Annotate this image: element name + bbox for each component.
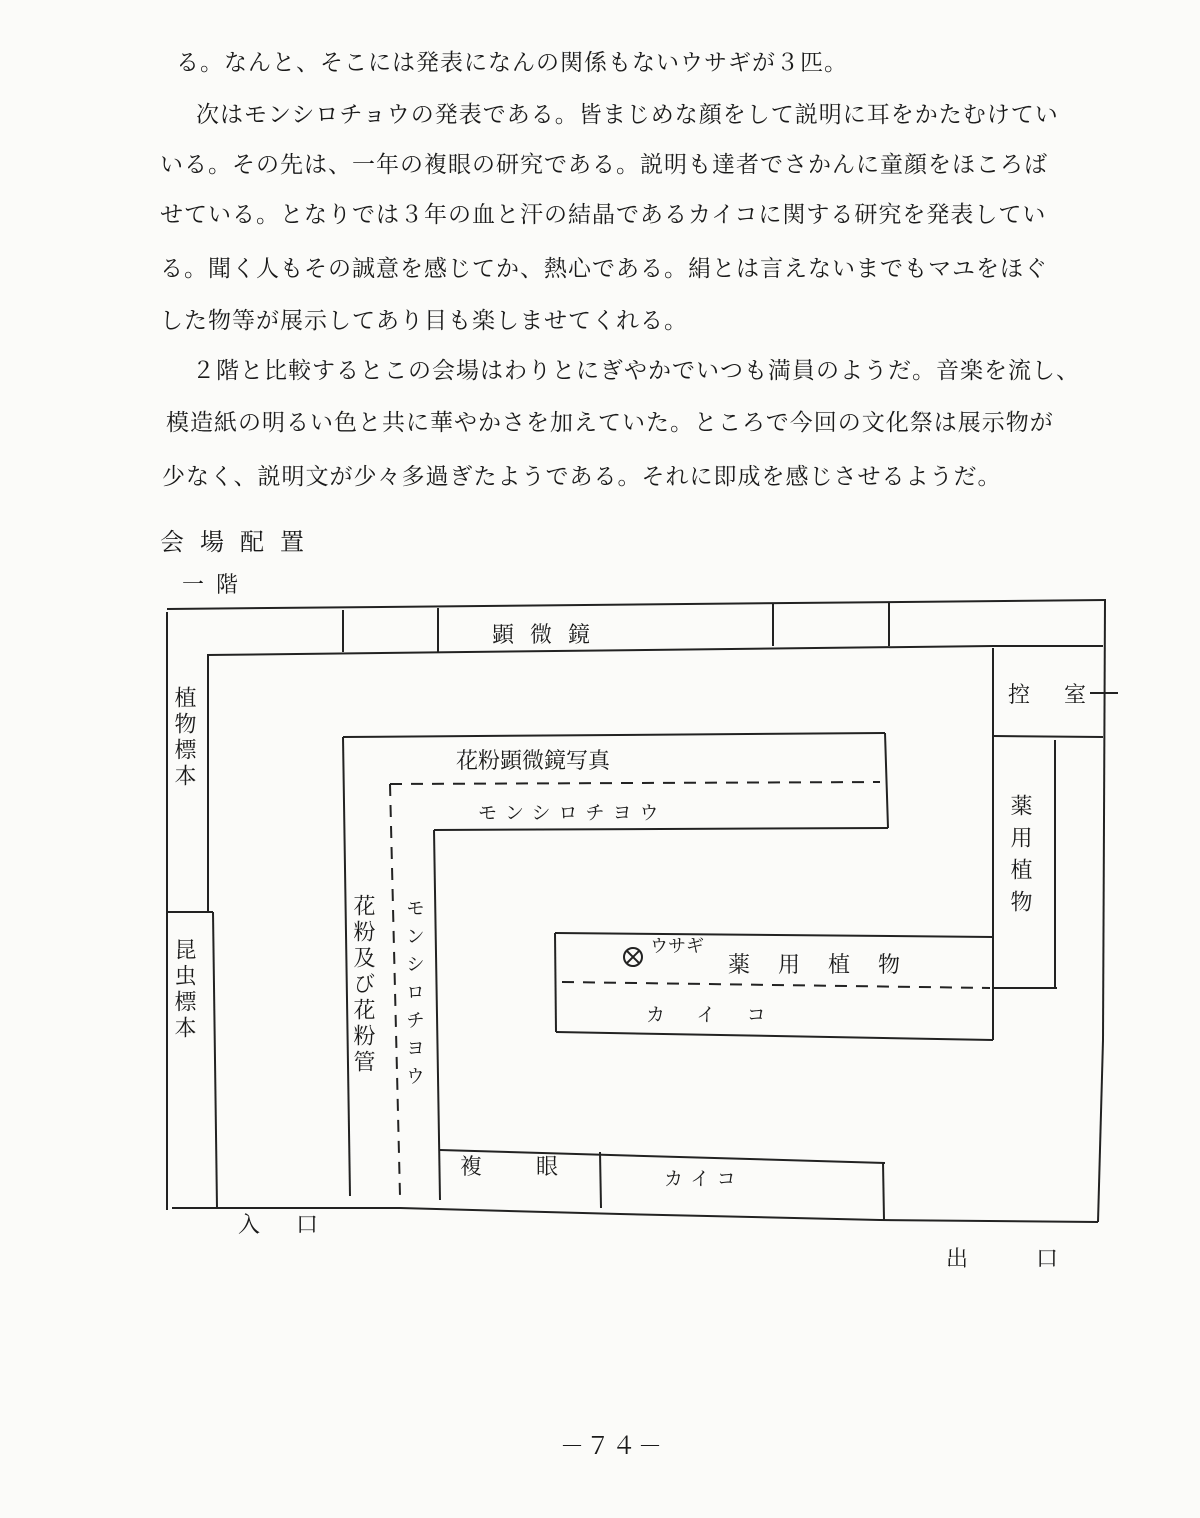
label-entrance: 入口 (238, 1213, 355, 1238)
label-medicinal-plants-horizontal: 薬用植物 (728, 953, 929, 978)
label-waiting-room: 控室 (1008, 683, 1121, 708)
section-heading: 会場配置 (160, 528, 320, 556)
label-silkworm-bottom: カイコ (664, 1168, 744, 1190)
label-exit: 出口 (946, 1247, 1127, 1272)
label-pollen-photos: 花粉顕微鏡写真 (456, 749, 611, 774)
label-compound-eye: 複眼 (460, 1155, 613, 1180)
paragraph-line-9: 少なく、説明文が少々多過ぎたようである。それに即成を感じさせるようだ。 (162, 464, 1002, 490)
label-insect-specimens: 昆虫標本 (171, 938, 196, 1042)
paragraph-line-2: 次はモンシロチョウの発表である。皆まじめな顔をして説明に耳をかたむけてい (172, 102, 1059, 128)
paragraph-line-1: る。なんと、そこには発表になんの関係もないウサギが３匹。 (176, 50, 848, 76)
page-number: －７４－ (560, 1432, 664, 1460)
label-butterfly-vertical: モンシロチヨウ (403, 898, 425, 1094)
paragraph-line-6: した物等が展示してあり目も楽しませてくれる。 (160, 308, 688, 334)
label-plant-specimens: 植物標本 (171, 686, 196, 790)
paragraph-line-8: 模造紙の明るい色と共に華やかさを加えていた。ところで今回の文化祭は展示物が (166, 410, 1054, 436)
rabbit-marker-icon (622, 946, 644, 968)
paragraph-line-5: る。聞く人もその誠意を感じてか、熱心である。絹とは言えないまでもマユをほぐ (160, 256, 1048, 282)
label-butterfly-horizontal: モンシロチヨウ (478, 802, 667, 824)
label-pollen-tubes: 花粉及び花粉管 (350, 894, 375, 1076)
paragraph-line-4: せている。となりでは３年の血と汗の結晶であるカイコに関する研究を発表してい (160, 202, 1047, 228)
label-silkworm-center: カイコ (646, 1004, 798, 1026)
paragraph-line-7: ２階と比較するとこの会場はわりとにぎやかでいつも満員のようだ。音楽を流し、 (168, 358, 1080, 384)
floor-label: 一階 (182, 573, 251, 598)
label-microscope: 顕微鏡 (492, 623, 607, 648)
label-medicinal-plants-vertical: 薬用植物 (1007, 794, 1032, 922)
paragraph-line-3: いる。その先は、一年の複眼の研究である。説明も達者でさかんに童顔をほころば (160, 152, 1048, 178)
label-rabbit: ウサギ (650, 936, 704, 957)
